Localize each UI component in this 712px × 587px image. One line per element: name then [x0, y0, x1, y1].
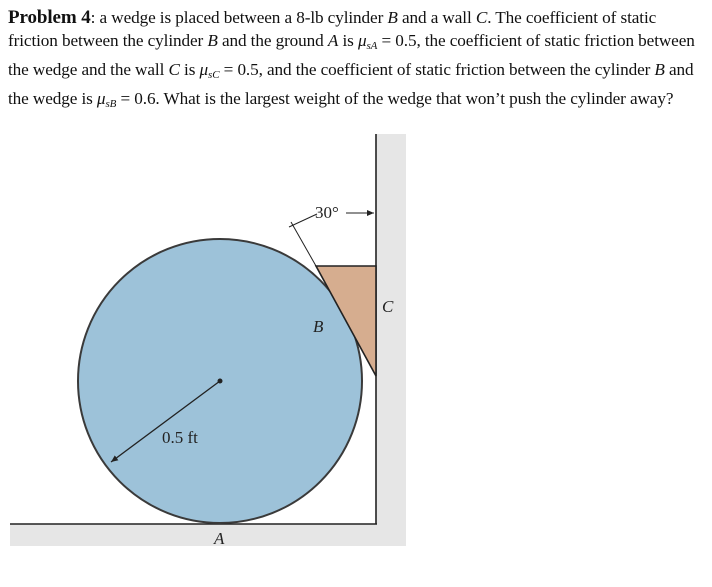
var-b: B	[654, 60, 665, 79]
mu-subscript: sA	[366, 40, 378, 52]
text-segment: : a wedge is placed between a 8-lb cylinder	[90, 8, 388, 27]
text-segment: and the ground	[217, 31, 328, 50]
text-segment: is	[338, 31, 358, 50]
text-segment: and a wall	[397, 8, 476, 27]
var-b: B	[387, 8, 398, 27]
var-c: C	[168, 60, 180, 79]
var-c: C	[475, 8, 488, 27]
wall-c	[376, 134, 406, 524]
ground-label-a: A	[214, 529, 225, 548]
ground	[10, 524, 406, 546]
center-point	[218, 379, 223, 384]
mu-symbol: μ	[96, 89, 106, 108]
problem-title: Problem 4	[8, 7, 91, 28]
text-segment: = 0.6. What is the largest weight of the wedge that won’t push the cylinder away?	[116, 89, 674, 108]
mu-symbol: μ	[357, 31, 367, 50]
text-segment: = 0.5, and the coefficient of static friction between the cylinder	[219, 60, 655, 79]
cylinder-label-b: B	[313, 317, 324, 336]
angle-dimension-line	[289, 214, 317, 227]
mu-symbol: μ	[199, 60, 209, 79]
var-a: A	[327, 31, 339, 50]
text-segment: and the wedge is	[8, 60, 694, 108]
mu-subscript: sB	[105, 98, 117, 110]
text-segment: . The coefficient of static friction between the cylinder	[8, 8, 657, 50]
text-segment: is	[179, 60, 200, 79]
radius-label: 0.5 ft	[162, 428, 198, 447]
var-b: B	[207, 31, 218, 50]
angle-label: 30°	[315, 203, 339, 222]
wall-label-c: C	[382, 297, 394, 316]
text-segment: = 0.5, the coefficient of static friction between the wedge and the wall	[8, 31, 695, 79]
mu-subscript: sC	[208, 69, 220, 81]
